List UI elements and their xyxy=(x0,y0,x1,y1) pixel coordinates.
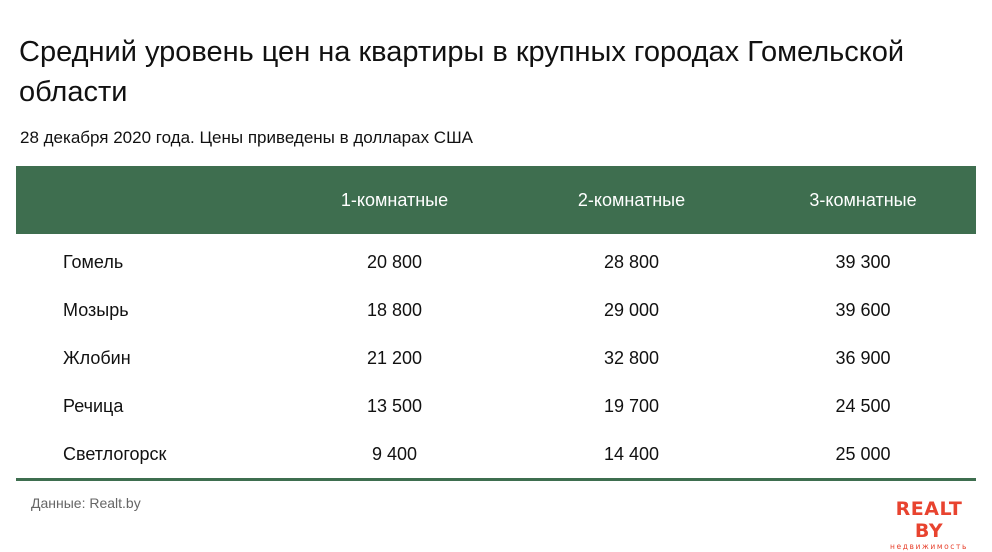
price-cell: 39 300 xyxy=(835,251,891,272)
city-name: Речица xyxy=(63,395,124,416)
price-table xyxy=(16,166,976,481)
price-cell: 13 500 xyxy=(366,395,423,416)
price-cell: 21 200 xyxy=(366,347,423,368)
data-source-note: Данные: Realt.by xyxy=(31,495,141,511)
city-name: Светлогорск xyxy=(63,443,167,464)
header-cell-1-room: 1-комнатные xyxy=(340,189,449,210)
table-row xyxy=(16,238,976,286)
price-cell: 24 500 xyxy=(835,395,891,416)
chart-subtitle: 28 декабря 2020 года. Цены приведены в долларах США xyxy=(20,128,473,147)
table-row xyxy=(16,286,976,334)
logo-wordmark: REALT BY xyxy=(895,498,963,542)
price-cell: 32 800 xyxy=(603,347,660,368)
logo-tagline: недвижимость xyxy=(890,542,968,551)
table-row xyxy=(16,334,976,382)
table-row xyxy=(16,382,976,430)
table-bottom-rule xyxy=(16,478,976,481)
header-cell-2-room: 2-комнатные xyxy=(577,189,686,210)
price-cell: 19 700 xyxy=(603,395,660,416)
price-cell: 25 000 xyxy=(835,443,891,464)
header-cell-3-room: 3-комнатные xyxy=(809,189,917,210)
price-cell: 39 600 xyxy=(835,299,891,320)
price-cell: 9 400 xyxy=(371,443,418,464)
price-cell: 14 400 xyxy=(603,443,660,464)
realt-logo xyxy=(881,498,977,552)
table-body xyxy=(16,238,976,478)
price-cell: 36 900 xyxy=(835,347,891,368)
chart-title: Средний уровень цен на квартиры в крупных городах Гомельской области xyxy=(19,36,905,108)
price-cell: 28 800 xyxy=(603,251,660,272)
price-cell: 18 800 xyxy=(366,299,423,320)
table-row xyxy=(16,430,976,478)
city-name: Мозырь xyxy=(63,299,129,320)
table-header xyxy=(16,166,976,234)
city-name: Жлобин xyxy=(63,347,131,368)
city-name: Гомель xyxy=(63,251,124,272)
price-cell: 29 000 xyxy=(603,299,660,320)
price-cell: 20 800 xyxy=(366,251,423,272)
